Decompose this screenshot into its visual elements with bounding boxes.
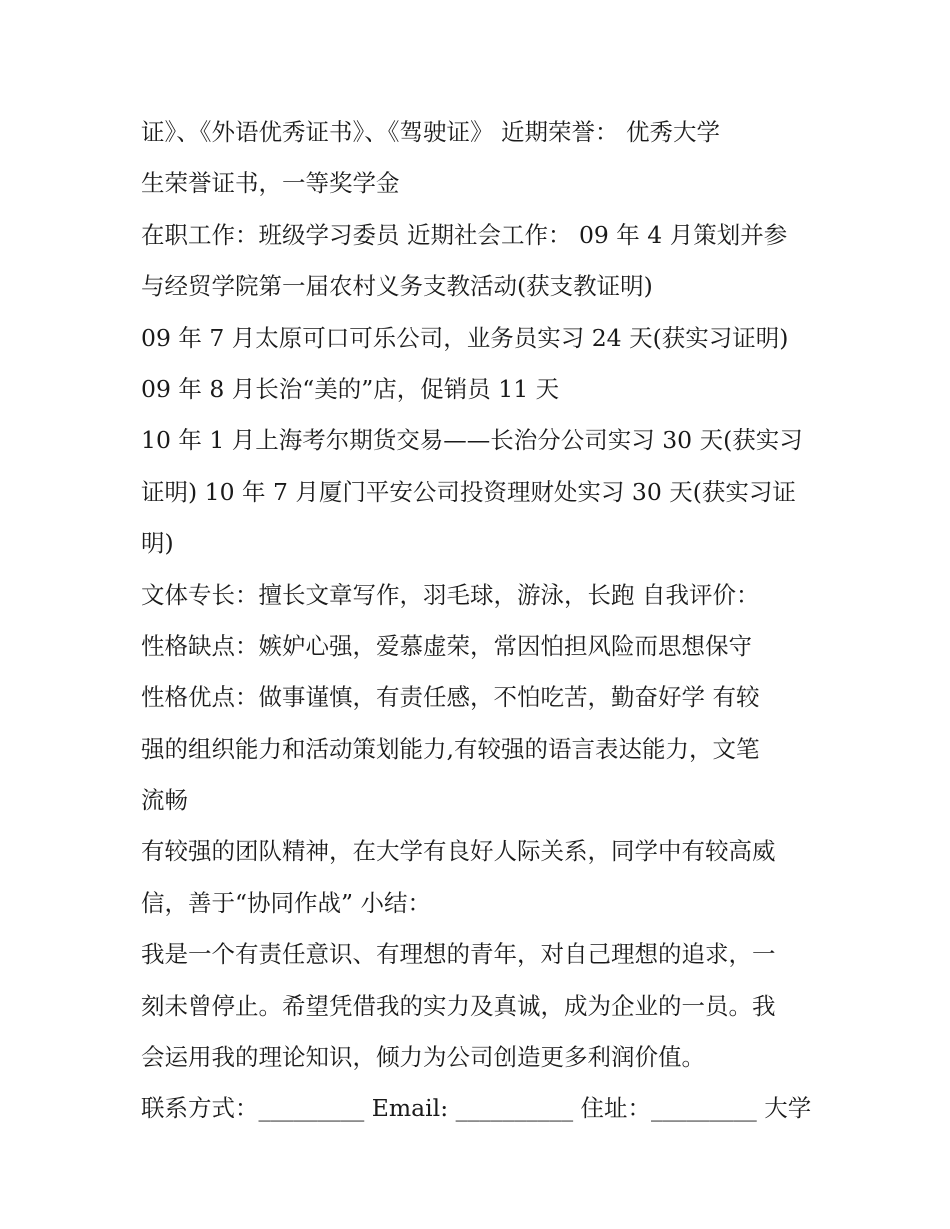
resume-body-text [141,107,821,1135]
text-line-20: 联系方式：_________ Email: __________ 住址：_________ 大学 [141,1094,812,1123]
text-line-18: 刻未曾停止。希望凭借我的实力及真诚，成为企业的一员。我 [141,991,776,1020]
text-line-19: 会运用我的理论知识，倾力为公司创造更多利润价值。 [141,1043,705,1072]
text-line-12: 性格优点：做事谨慎，有责任感，不怕吃苦，勤奋好学 有较 [141,683,760,712]
text-line-14: 流畅 [141,786,188,815]
text-line-3: 在职工作：班级学习委员 近期社会工作： 09 年 4 月策划并参 [141,220,788,249]
text-line-11: 性格缺点：嫉妒心强，爱慕虚荣，常因怕担风险而思想保守 [141,631,752,660]
text-line-2: 生荣誉证书，一等奖学金 [141,169,400,198]
text-line-5: 09 年 7 月太原可口可乐公司，业务员实习 24 天(获实习证明) [141,323,789,352]
text-line-6: 09 年 8 月长治“美的”店，促销员 11 天 [141,374,560,403]
text-line-15: 有较强的团队精神，在大学有良好人际关系，同学中有较高威 [141,837,776,866]
text-line-13: 强的组织能力和活动策划能力,有较强的语言表达能力，文笔 [141,734,760,763]
text-line-4: 与经贸学院第一届农村义务支教活动(获支教证明) [141,272,653,301]
text-line-17: 我是一个有责任意识、有理想的青年，对自己理想的追求，一 [141,940,776,969]
text-line-9: 明) [141,529,174,558]
text-line-1: 证》、《外语优秀证书》、《驾驶证》 近期荣誉： 优秀大学 [141,118,720,146]
text-line-16: 信，善于“协同作战” 小结： [141,888,431,917]
text-line-7: 10 年 1 月上海考尔期货交易——长治分公司实习 30 天(获实习 [141,426,803,455]
text-line-10: 文体专长：擅长文章写作，羽毛球，游泳，长跑 自我评价： [141,580,760,609]
text-line-8: 证明) 10 年 7 月厦门平安公司投资理财处实习 30 天(获实习证 [141,477,796,506]
